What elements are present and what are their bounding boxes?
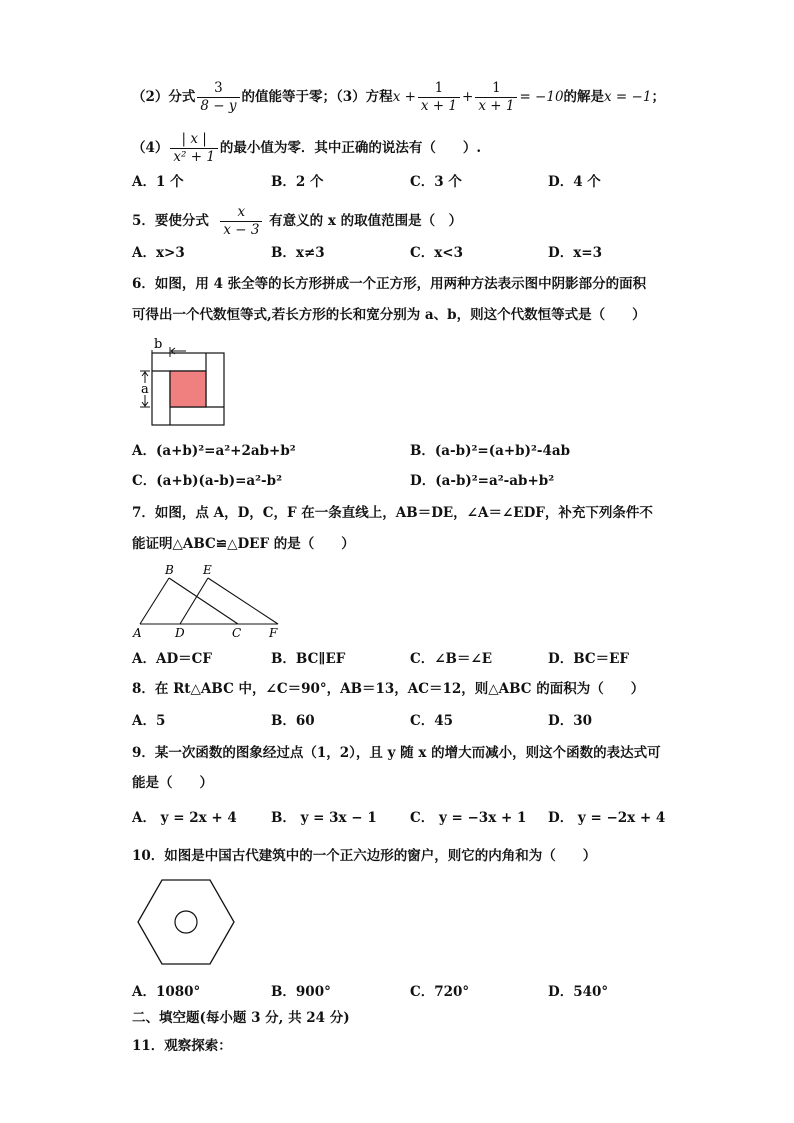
q7-triangles-figure	[128, 560, 288, 640]
solution-text: 的解是	[563, 89, 605, 105]
q7-option-a[interactable]: A．AD＝CF	[132, 651, 212, 667]
equation-term: x +	[392, 89, 416, 105]
q9-line2: 能是（ ）	[132, 775, 213, 791]
q5-suffix: 有意义的 x 的取值范围是（ ）	[269, 213, 463, 229]
q4-option-d[interactable]: D．4 个	[548, 174, 601, 190]
q4-part4-line	[132, 131, 481, 166]
q5-option-d[interactable]: D．x=3	[548, 245, 602, 261]
q8-option-a[interactable]: A．5	[132, 713, 166, 729]
q10-option-c[interactable]: C．720°	[410, 984, 470, 1000]
fraction	[475, 80, 517, 115]
q6-option-a[interactable]: A．(a+b)²=a²+2ab+b²	[132, 443, 296, 459]
q8-option-d[interactable]: D．30	[548, 713, 592, 729]
fraction-numerator: x	[220, 204, 262, 222]
q4-part2-prefix: （2）分式	[132, 89, 196, 105]
segment-ab	[140, 578, 169, 624]
fraction	[418, 80, 460, 115]
hexagon-outline	[138, 880, 234, 964]
q10-option-b[interactable]: B．900°	[271, 984, 331, 1000]
q4-option-a[interactable]: A．1 个	[132, 174, 184, 190]
segment-ef	[208, 578, 278, 624]
q4-part4-suffix: 的最小值为零．其中正确的说法有（ ）.	[219, 140, 482, 156]
fraction-denominator: x − 3	[223, 222, 260, 238]
q9-line1: 9．某一次函数的图象经过点（1，2），且 y 随 x 的增大而减小，则这个函数的表达式可	[132, 745, 661, 761]
q10-option-a[interactable]: A．1080°	[132, 984, 201, 1000]
q5-option-a[interactable]: A．x>3	[132, 245, 185, 261]
q11-line: 11．观察探索：	[132, 1038, 232, 1054]
q6-option-b[interactable]: B．(a-b)²=(a+b)²-4ab	[410, 443, 571, 459]
q8-option-c[interactable]: C．45	[410, 713, 454, 729]
q4-part2-suffix: 的值能等于零；（3）方程	[241, 89, 393, 105]
q7-option-c[interactable]: C．∠B＝∠E	[410, 651, 493, 667]
label-a: a	[141, 382, 149, 397]
equation-rhs: = −10	[519, 89, 564, 105]
q5-line	[132, 204, 462, 239]
fraction-numerator: | x |	[170, 131, 218, 149]
section-title: 二、填空题(每小题 3 分, 共 24 分)	[132, 1010, 350, 1026]
fraction-numerator: 1	[418, 80, 460, 98]
fraction-denominator: x² + 1	[173, 149, 215, 165]
point-label-c: C	[232, 626, 242, 640]
fraction	[220, 204, 262, 239]
fraction	[170, 131, 218, 166]
point-label-f: F	[269, 626, 278, 640]
q4-option-b[interactable]: B．2 个	[271, 174, 324, 190]
q9-option-d[interactable]: D． y = −2x + 4	[548, 810, 666, 826]
center-circle	[175, 911, 197, 933]
q9-option-b[interactable]: B． y = 3x − 1	[271, 810, 377, 826]
shaded-square	[170, 371, 206, 407]
fraction	[197, 80, 239, 115]
fraction-denominator: x + 1	[478, 98, 515, 114]
q9-option-c[interactable]: C． y = −3x + 1	[410, 810, 527, 826]
plus-sign: +	[462, 89, 474, 105]
q5-option-c[interactable]: C．x<3	[410, 245, 463, 261]
q7-option-b[interactable]: B．BC∥EF	[271, 651, 346, 667]
q10-option-d[interactable]: D．540°	[548, 984, 609, 1000]
q6-line2: 可得出一个代数恒等式,若长方形的长和宽分别为 a、b，则这个代数恒等式是（ ）	[132, 307, 646, 323]
q4-part2-line	[132, 80, 665, 115]
q6-option-c[interactable]: C．(a+b)(a-b)=a²-b²	[132, 473, 283, 489]
solution-value: x = −1	[604, 89, 652, 105]
fraction-denominator: x + 1	[420, 98, 458, 114]
q7-line1: 7．如图，点 A，D，C，F 在一条直线上，AB＝DE，∠A＝∠EDF，补充下列条件不	[132, 505, 653, 521]
point-label-a: A	[133, 626, 142, 640]
q10-hexagon-window	[132, 876, 242, 972]
q9-option-a[interactable]: A． y = 2x + 4	[132, 810, 237, 826]
q5-text: 5．要使分式	[132, 213, 209, 229]
q6-square-figure	[130, 335, 230, 430]
fraction-numerator: 1	[475, 80, 517, 98]
q6-option-d[interactable]: D．(a-b)²=a²-ab+b²	[410, 473, 555, 489]
q4-option-c[interactable]: C．3 个	[410, 174, 462, 190]
point-label-e: E	[203, 563, 212, 577]
fraction-numerator: 3	[197, 80, 239, 98]
q8-option-b[interactable]: B．60	[271, 713, 315, 729]
q10-line: 10．如图是中国古代建筑中的一个正六边形的窗户，则它的内角和为（ ）	[132, 848, 597, 864]
q4-part4-prefix: （4）	[132, 140, 169, 156]
q7-line2: 能证明△ABC≌△DEF 的是（ ）	[132, 536, 355, 552]
point-label-d: D	[175, 626, 185, 640]
q5-option-b[interactable]: B．x≠3	[271, 245, 325, 261]
label-b: b	[154, 337, 163, 352]
q6-line1: 6．如图，用 4 张全等的长方形拼成一个正方形，用两种方法表示图中阴影部分的面积	[132, 276, 647, 292]
point-label-b: B	[165, 563, 174, 577]
q7-option-d[interactable]: D．BC＝EF	[548, 651, 629, 667]
fraction-denominator: 8 − y	[200, 98, 237, 114]
punctuation: ；	[651, 89, 665, 105]
q8-line: 8．在 Rt△ABC 中，∠C＝90°，AB＝13，AC＝12，则△ABC 的面积为（ ）	[132, 681, 645, 697]
